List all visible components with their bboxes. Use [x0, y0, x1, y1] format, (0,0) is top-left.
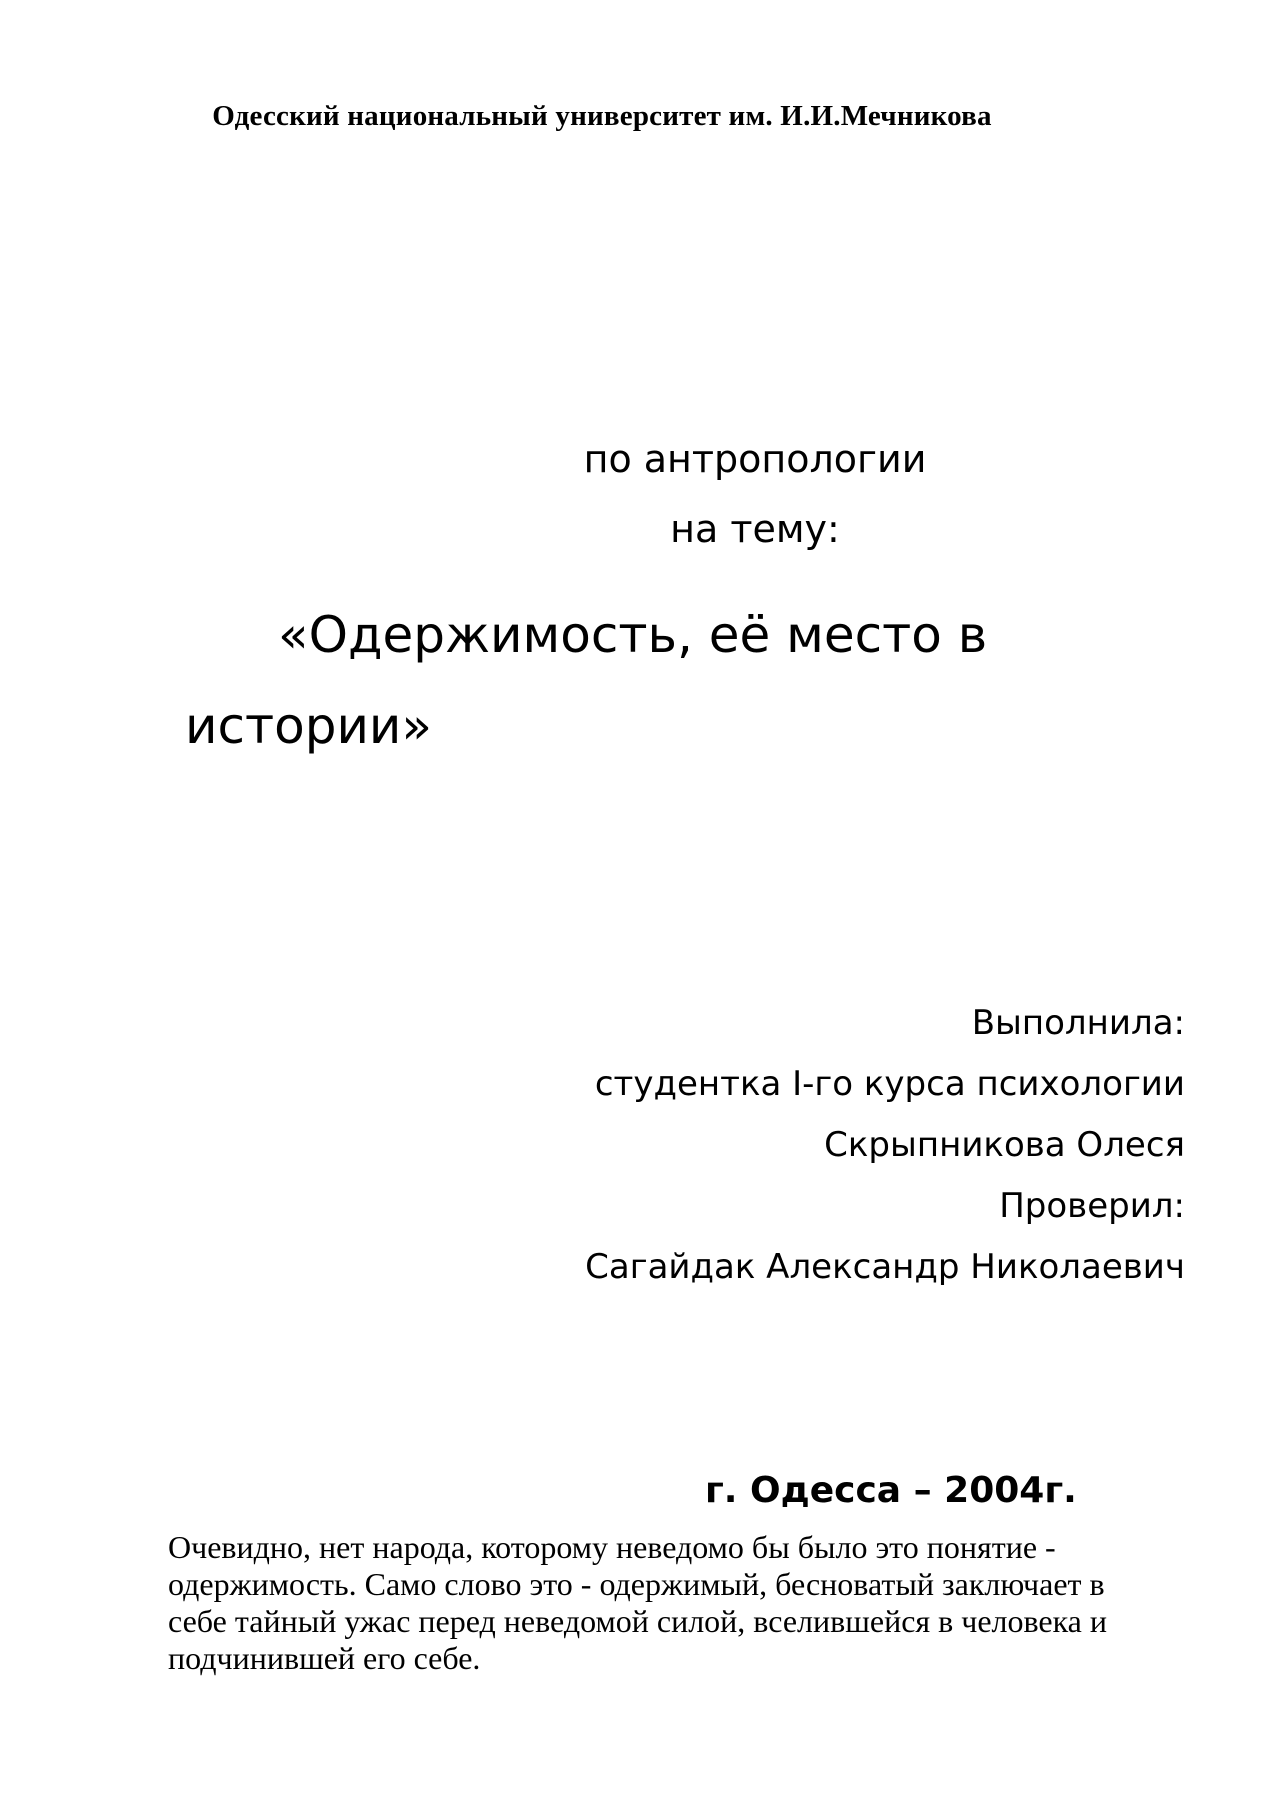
topic-label: на тему:	[670, 507, 840, 551]
checked-by-label: Проверил:	[999, 1186, 1185, 1226]
paragraph-line: подчинившей его себе.	[168, 1640, 481, 1676]
subject-line: по антропологии	[583, 437, 927, 481]
paragraph-line: Очевидно, нет народа, которому неведомо бы было это понятие -	[168, 1529, 1056, 1565]
student-course-line: студентка I-го курса психологии	[594, 1064, 1185, 1104]
paper-title-line-1: «Одержимость, её место в	[278, 606, 988, 664]
performed-by-label: Выполнила:	[971, 1003, 1185, 1043]
checker-name: Сагайдак Александр Николаевич	[585, 1247, 1185, 1287]
paragraph-line: одержимость. Само слово это - одержимый, бесноватый заключает в	[168, 1566, 1105, 1602]
credits-block	[585, 993, 1185, 1298]
student-name: Скрыпникова Олеся	[824, 1125, 1185, 1165]
bottom-paragraph	[168, 1529, 1158, 1677]
intro-block	[230, 424, 1280, 564]
paragraph-line: себе тайный ужас перед неведомой силой, вселившейся в человека и	[168, 1603, 1107, 1639]
university-header: Одесский национальный университет им. И.И.Мечникова	[212, 100, 992, 132]
paper-title-line-2: истории»	[185, 697, 433, 755]
city-year-line: г. Одесса – 2004г.	[705, 1470, 1077, 1511]
